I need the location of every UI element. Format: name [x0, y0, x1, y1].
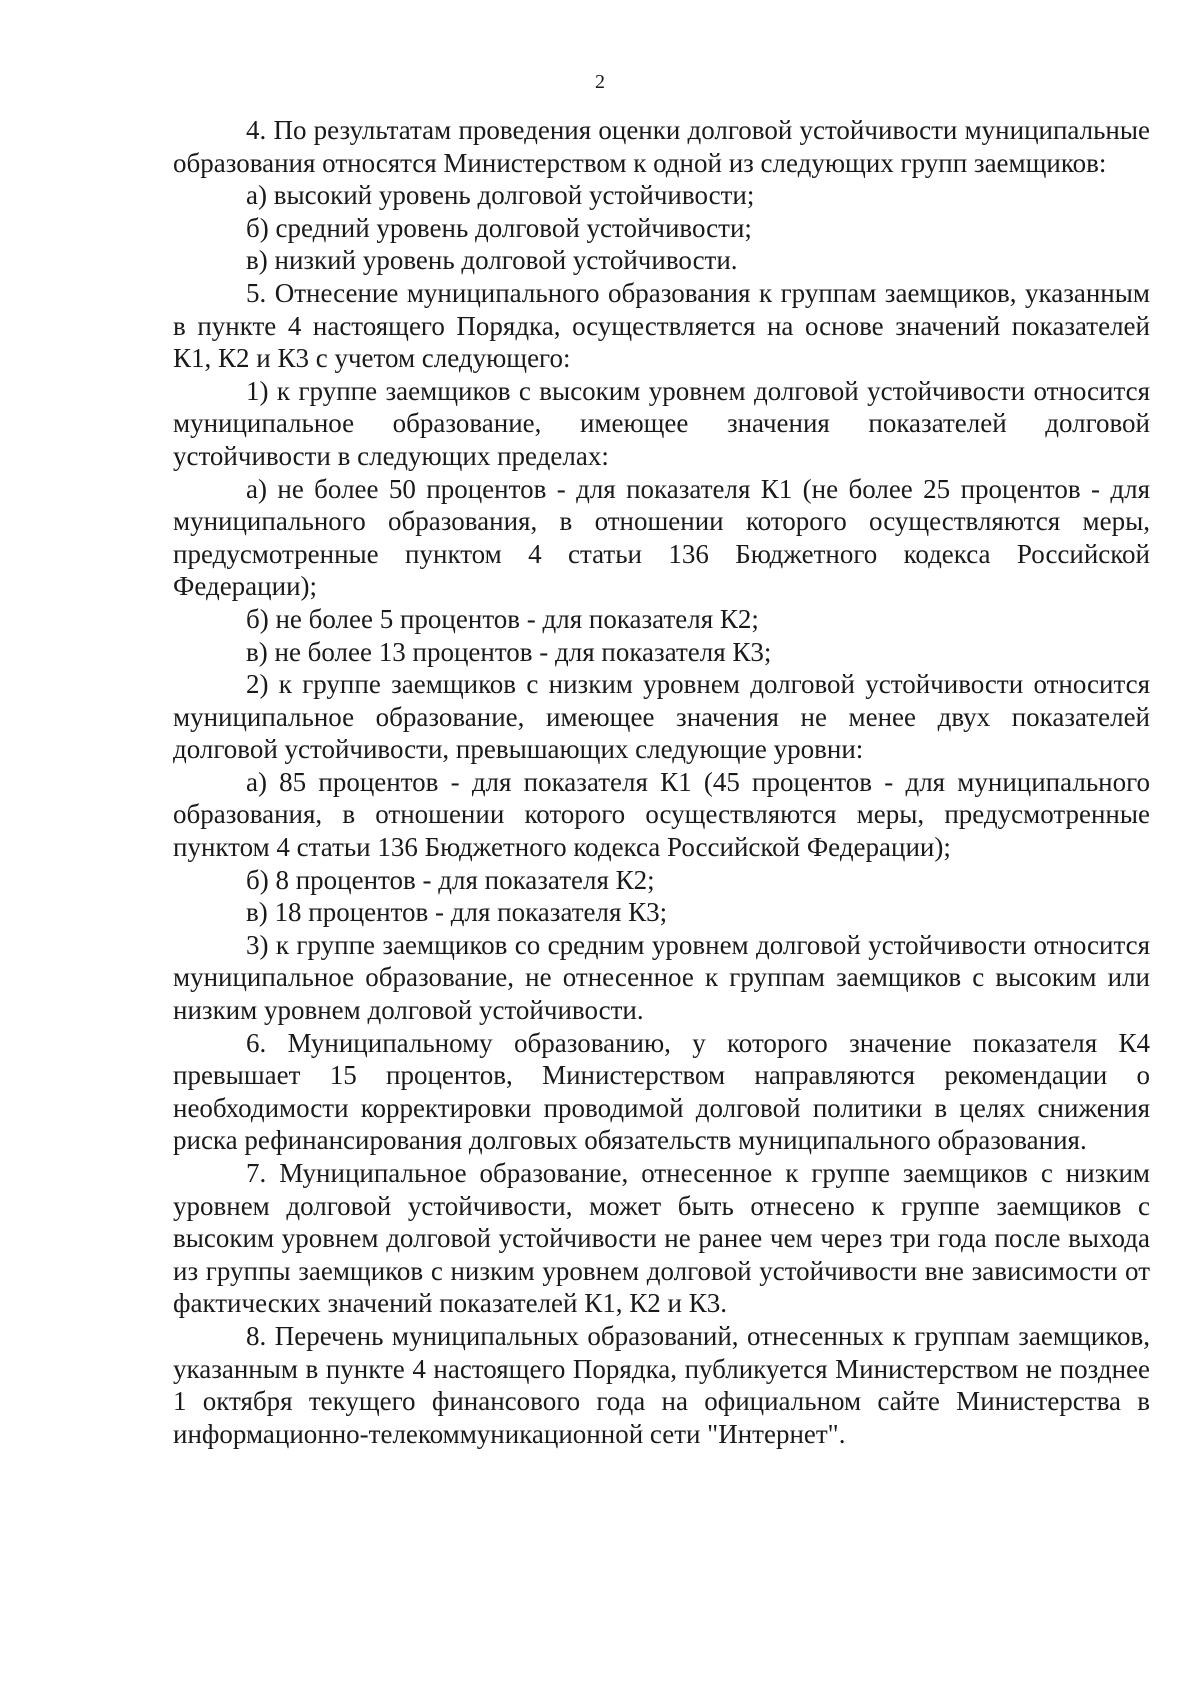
paragraph-4b: б) средний уровень долговой устойчивости;: [246, 212, 752, 243]
paragraph-5-2: 2) к группе заемщиков с низким уровнем долговой устойчивости относится муниципальное образование, имеющее значения не менее двух показателей долговой устойчивости, превышающих следующие уровни:: [173, 669, 1150, 765]
paragraph-6: 6. Муниципальному образованию, у которого значение показателя К4 превышает 15 процентов, Министерством направляются рекомендации о необходимости корректировки проводимой долговой политики в целях снижения риска рефинансирования долговых обязательств муниципального образования.: [173, 1027, 1150, 1156]
paragraph-5-3: 3) к группе заемщиков со средним уровнем долговой устойчивости относится муниципальное образование, не отнесенное к группам заемщиков с высоким или низким уровнем долговой устойчивости.: [173, 929, 1150, 1026]
paragraph-5-1a: а) не более 50 процентов - для показателя К1 (не более 25 процентов - для муниципального образования, в отношении которого осуществляются меры, предусмотренные пунктом 4 статьи 136 Бюджетного кодекса Российской Федерации);: [173, 473, 1150, 602]
paragraph-5-2c: в) 18 процентов - для показателя К3;: [246, 897, 668, 928]
paragraph-4a: а) высокий уровень долговой устойчивости;: [246, 180, 755, 211]
paragraph-5-1: 1) к группе заемщиков с высоким уровнем долговой устойчивости относится муниципальное образование, имеющее значения показателей долговой устойчивости в следующих пределах:: [173, 375, 1150, 471]
document-body: [173, 114, 1150, 1450]
paragraph-5: 5. Отнесение муниципального образования к группам заемщиков, указанным в пункте 4 настоящего Порядка, осуществляется на основе значений показателей К1, К2 и К3 с учетом следующего:: [173, 277, 1150, 374]
paragraph-5-2a: а) 85 процентов - для показателя К1 (45 процентов - для муниципального образования, в отношении которого осуществляются меры, предусмотренные пунктом 4 статьи 136 Бюджетного кодекса Российской Федерации);: [173, 766, 1150, 863]
paragraph-8: 8. Перечень муниципальных образований, отнесенных к группам заемщиков, указанным в пункте 4 настоящего Порядка, публикуется Министерством не позднее 1 октября текущего финансового года на официальном сайте Министерства в информационно-телекоммуникационной сети "Интернет".: [173, 1320, 1150, 1449]
paragraph-7: 7. Муниципальное образование, отнесенное к группе заемщиков с низким уровнем долговой устойчивости, может быть отнесено к группе заемщиков с высоким уровнем долговой устойчивости не ранее чем через три года после выхода из группы заемщиков с низким уровнем долговой устойчивости вне зависимости от фактических значений показателей К1, К2 и К3.: [173, 1158, 1150, 1319]
paragraph-4c: в) низкий уровень долговой устойчивости.: [246, 245, 738, 276]
paragraph-5-1c: в) не более 13 процентов - для показателя К3;: [246, 636, 772, 667]
paragraph-4: 4. По результатам проведения оценки долговой устойчивости муниципальные образования относятся Министерством к одной из следующих групп заемщиков:: [173, 115, 1150, 178]
paragraph-5-1b: б) не более 5 процентов - для показателя К2;: [246, 603, 759, 634]
page-number: 2: [595, 71, 605, 93]
paragraph-5-2b: б) 8 процентов - для показателя К2;: [246, 864, 655, 895]
